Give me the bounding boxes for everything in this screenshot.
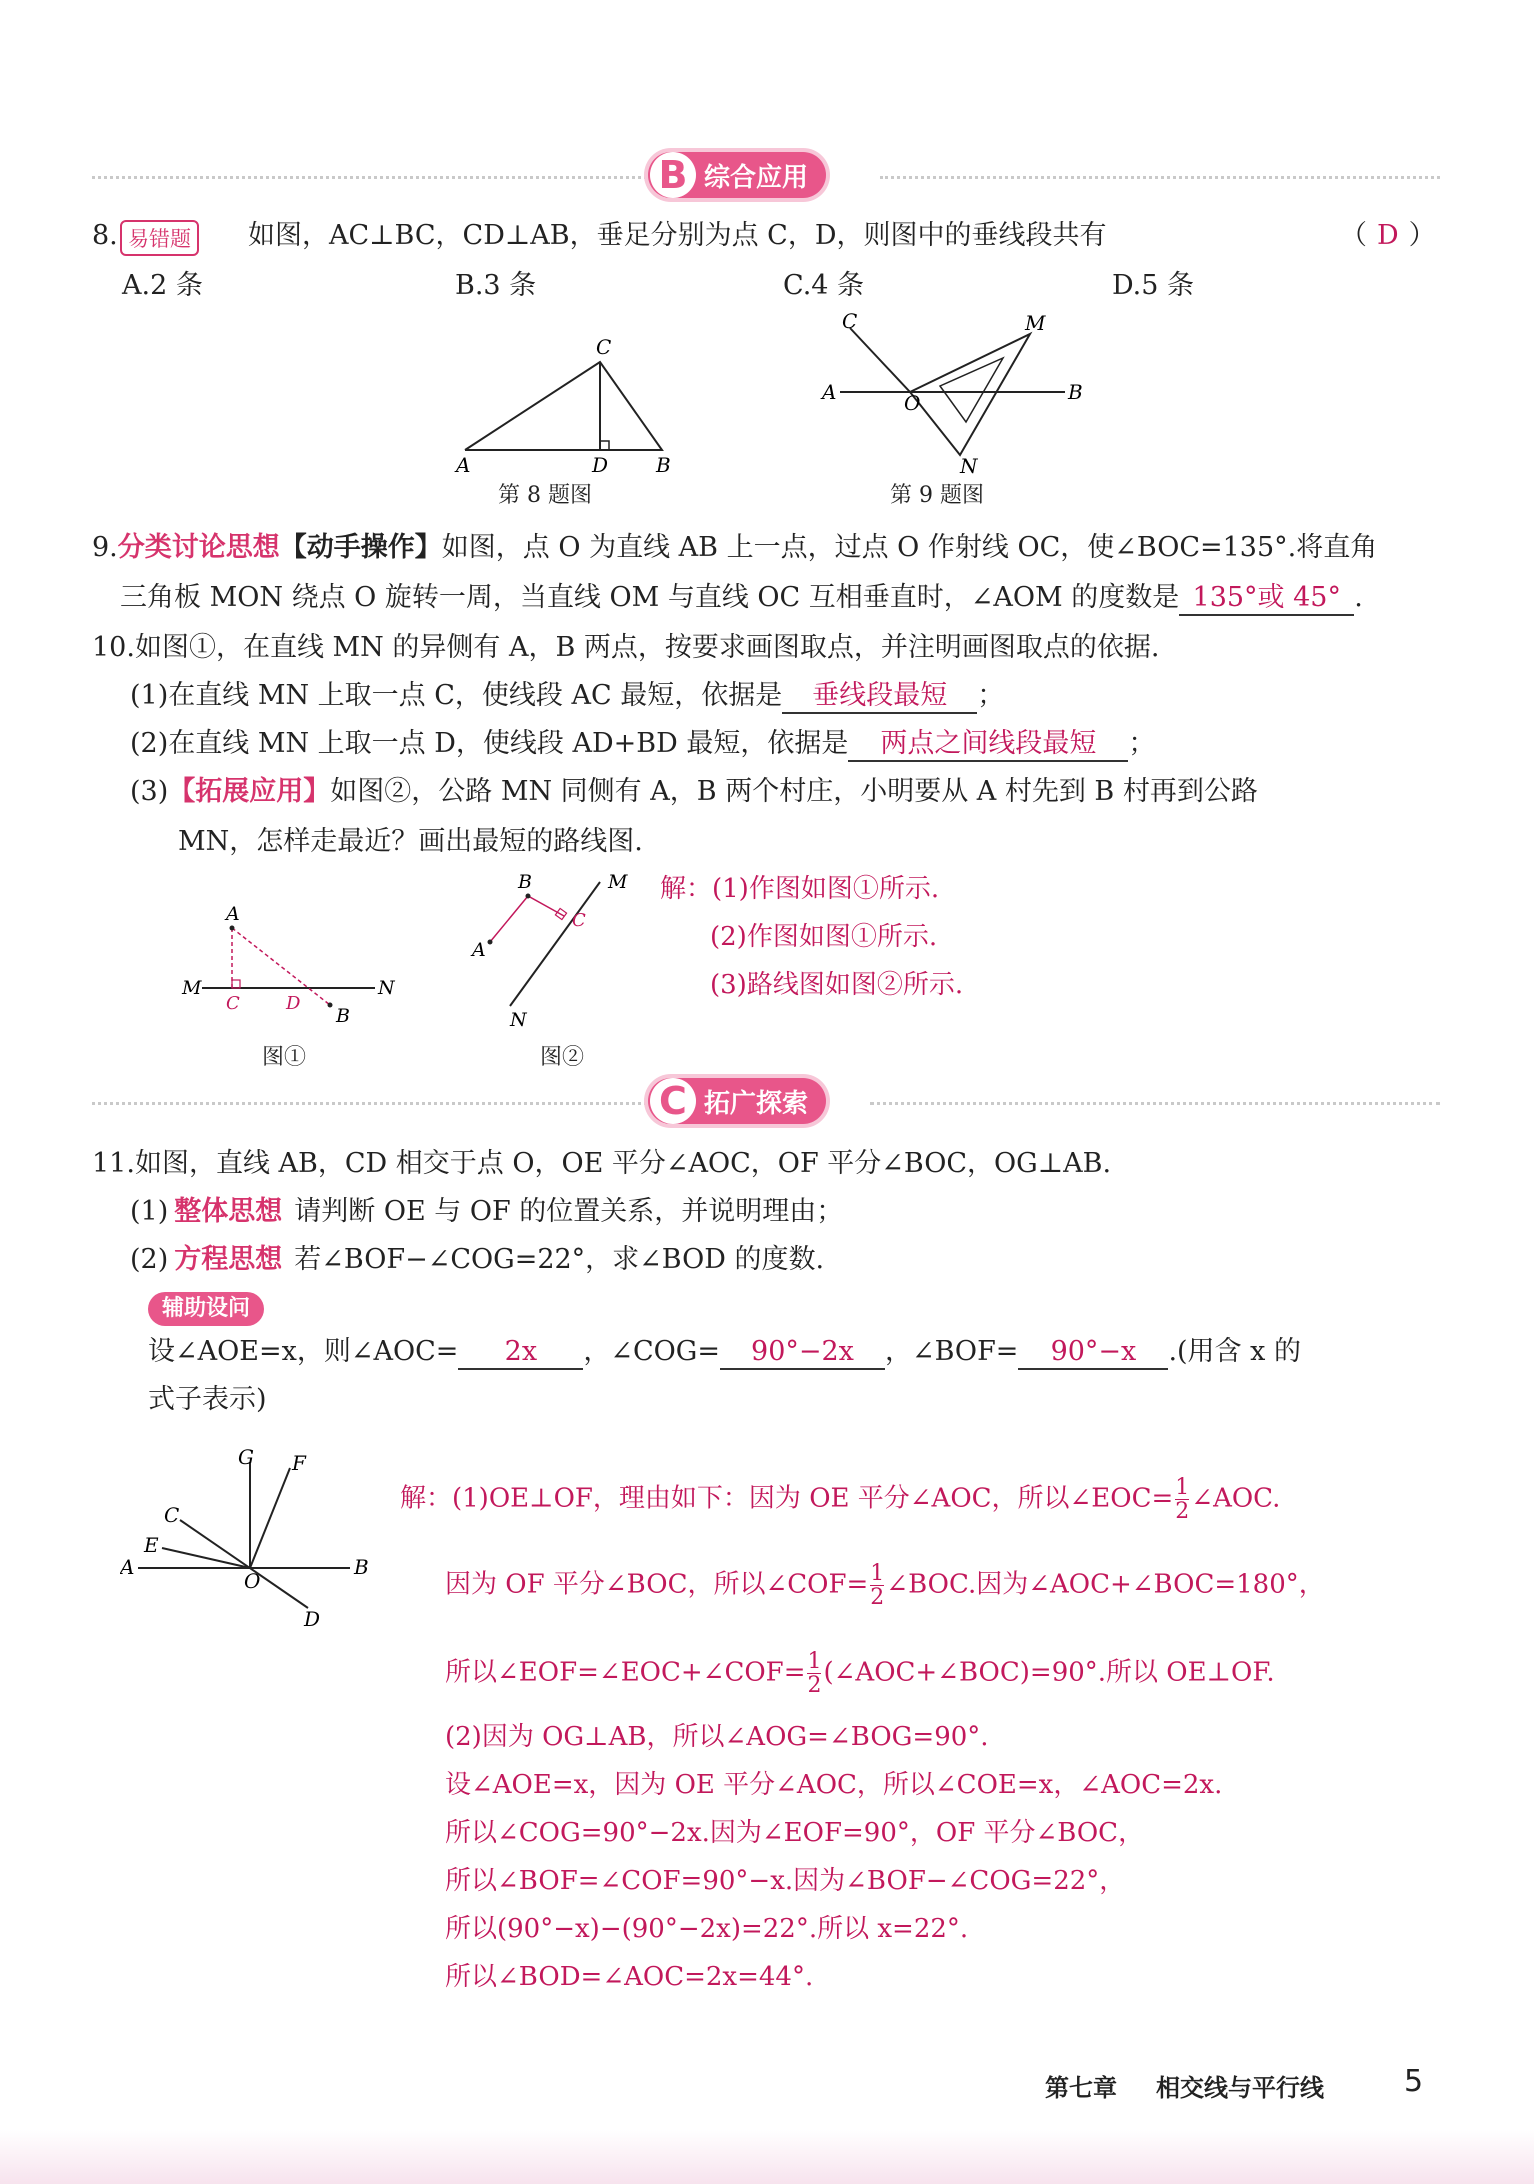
fig11-label-f: F — [292, 1451, 306, 1475]
q11-helper-c: ，∠BOF= — [884, 1336, 1019, 1367]
fig11-label-a: A — [120, 1555, 135, 1579]
q11-helper-a: 设∠AOE=x，则∠AOC= — [148, 1336, 459, 1367]
fig9-triangle-inner — [940, 358, 1003, 422]
q11-part1-prefix: (1) — [130, 1196, 169, 1227]
section-b-banner — [648, 152, 826, 198]
q10-part2-text: (2)在直线 MN 上取一点 D，使线段 AD+BD 最短，依据是 — [130, 728, 849, 759]
q10-part1 — [130, 680, 1004, 714]
fig10-2-label-b: B — [518, 871, 532, 893]
q10-part3 — [130, 776, 1258, 808]
fig9-triangle-outer — [910, 334, 1030, 455]
q9-answer-blank: 135°或 45° — [1179, 582, 1354, 616]
divider-right-b — [880, 176, 1440, 179]
q8-answer-open: （ — [1340, 220, 1367, 251]
divider-left-c — [92, 1102, 647, 1105]
fig9-label-c: C — [842, 310, 858, 333]
helper-badge: 辅助设问 — [148, 1292, 264, 1326]
fig8-label-a: A — [456, 453, 471, 477]
q8-stem: 如图，AC⊥BC，CD⊥AB，垂足分别为点 C，D，则图中的垂线段共有 — [248, 220, 1107, 251]
divider-left-b — [92, 176, 647, 179]
fig9-ray-oc — [850, 328, 910, 392]
fig11-label-e: E — [144, 1533, 159, 1557]
fig8-triangle — [465, 362, 662, 450]
fig11-label-g: G — [238, 1448, 254, 1469]
fig10-1-label-d: D — [286, 993, 301, 1014]
fig9-label-b: B — [1068, 380, 1083, 404]
q11-frac-1-den: 2 — [1175, 1499, 1190, 1525]
q11-helper-answer-2: 90°−2x — [720, 1336, 885, 1370]
q11-helper-answer-1: 2x — [458, 1336, 583, 1370]
fig10-2-caption: 图② — [540, 1045, 585, 1070]
fig11-label-c: C — [164, 1503, 180, 1527]
q8-tag: 易错题 — [120, 220, 199, 256]
fig8-label-d: D — [592, 453, 609, 477]
q10-part1-text: (1)在直线 MN 上取一点 C，使线段 AC 最短，依据是 — [130, 680, 783, 711]
q11-frac-2-den: 2 — [870, 1585, 885, 1611]
q8-option-a: A.2 条 — [122, 270, 203, 301]
fig10-2-label-a: A — [472, 939, 486, 961]
fig11-label-d: D — [304, 1607, 321, 1628]
fig10-1-caption: 图① — [262, 1045, 307, 1070]
fig8-label-b: B — [656, 453, 671, 477]
q10-stem: 10.如图①，在直线 MN 的异侧有 A，B 两点，按要求画图取点，并注明画图取点的依据. — [92, 632, 1160, 663]
fig10-2-point-a — [488, 940, 493, 945]
fig11-label-o: O — [244, 1569, 261, 1593]
fig8-caption: 第 8 题图 — [498, 483, 592, 508]
footer-chapter: 第七章 — [1045, 2074, 1117, 2102]
q9-tag: 分类讨论思想 — [117, 532, 280, 563]
footer-title: 相交线与平行线 — [1156, 2074, 1324, 2102]
q11-solution-line3 — [445, 1650, 1275, 1697]
q10-solution-2: (2)作图如图①所示. — [710, 922, 938, 952]
q11-frac-2 — [870, 1562, 884, 1609]
q11-solution-line1 — [400, 1476, 1280, 1523]
q10-part3-line1: 如图②，公路 MN 同侧有 A，B 两个村庄，小明要从 A 村先到 B 村再到公路 — [330, 776, 1258, 807]
figure-11 — [120, 1448, 380, 1628]
q11-sol-3: ∠BOC.因为∠AOC+∠BOC=180°， — [886, 1569, 1325, 1600]
q11-part2-tag: 方程思想 — [174, 1244, 283, 1275]
divider-right-c — [870, 1102, 1440, 1105]
figure-8 — [450, 330, 690, 480]
q10-part3-prefix: (3) — [130, 776, 169, 807]
q8-option-d: D.5 条 — [1112, 270, 1195, 301]
q11-helper-answer-3: 90°−x — [1018, 1336, 1168, 1370]
section-c-banner — [648, 1078, 826, 1124]
q9-text-line1: 如图，点 O 为直线 AB 上一点，过点 O 作射线 OC，使∠BOC=135°.将直角 — [441, 532, 1378, 563]
q10-part1-end: ； — [977, 680, 1005, 711]
q8-answer-bracket — [1340, 220, 1436, 252]
q11-solution-line4: (2)因为 OG⊥AB，所以∠AOG=∠BOG=90°. — [445, 1722, 989, 1752]
fig10-1-right-angle — [232, 980, 240, 988]
fig10-2-label-m: M — [608, 871, 628, 893]
q11-part1-tag: 整体思想 — [174, 1196, 283, 1227]
q11-solution-line2 — [445, 1562, 1325, 1609]
q11-helper-b: ，∠COG= — [583, 1336, 720, 1367]
section-c-letter: C — [650, 1078, 696, 1124]
q11-part1-text: 请判断 OE 与 OF 的位置关系，并说明理由； — [294, 1196, 844, 1227]
fig10-2-label-n: N — [510, 1009, 527, 1030]
fig11-ray-of — [250, 1468, 290, 1568]
fig8-right-angle — [600, 441, 609, 450]
q11-part1 — [130, 1196, 843, 1228]
q11-frac-3-num: 1 — [807, 1649, 822, 1674]
q8-number: 8. — [92, 220, 118, 251]
q8-option-b: B.3 条 — [455, 270, 537, 301]
q9-number: 9. — [92, 532, 118, 563]
q11-sol-2: 因为 OF 平分∠BOC，所以∠COF= — [445, 1569, 869, 1600]
q10-part2-end: ； — [1128, 728, 1156, 759]
fig10-2-label-c: C — [572, 910, 586, 931]
q11-sol-1: ∠AOC. — [1191, 1483, 1281, 1514]
q11-helper-line2: 式子表示) — [148, 1384, 267, 1415]
q9-text-line2: 三角板 MON 绕点 O 旋转一周，当直线 OM 与直线 OC 互相垂直时，∠AOM 的度数是 — [120, 582, 1180, 613]
q10-part2 — [130, 728, 1155, 762]
fig10-2-point-b — [526, 894, 531, 899]
q10-part1-answer: 垂线段最短 — [782, 680, 977, 714]
fig11-label-b: B — [354, 1555, 369, 1579]
q11-part2-prefix: (2) — [130, 1244, 169, 1275]
q10-part2-answer: 两点之间线段最短 — [848, 728, 1128, 762]
fig10-1-point-a — [230, 926, 235, 931]
q11-part2 — [130, 1244, 824, 1276]
q11-sol-5: (∠AOC+∠BOC)=90°.所以 OE⊥OF. — [823, 1657, 1275, 1688]
section-b-title: 综合应用 — [704, 162, 809, 193]
fig9-caption: 第 9 题图 — [890, 483, 984, 508]
q9-bracket-tag: 【动手操作】 — [279, 532, 442, 563]
q8-answer-close: ） — [1408, 220, 1436, 251]
q11-sol-0: 解：(1)OE⊥OF，理由如下：因为 OE 平分∠AOC，所以∠EOC= — [400, 1483, 1174, 1514]
figure-10-2 — [460, 868, 650, 1030]
q11-helper-d: .(用含 x 的 — [1168, 1336, 1301, 1367]
q11-solution-line7: 所以∠BOF=∠COF=90°−x.因为∠BOF−∠COG=22°， — [445, 1866, 1126, 1896]
q11-solution-line9: 所以∠BOD=∠AOC=2x=44°. — [445, 1962, 814, 1992]
fig10-2-route — [490, 896, 564, 942]
q11-solution-line8: 所以(90°−x)−(90°−2x)=22°.所以 x=22°. — [445, 1914, 969, 1944]
q11-solution-line6: 所以∠COG=90°−2x.因为∠EOF=90°，OF 平分∠BOC， — [445, 1818, 1145, 1848]
fig10-1-label-n: N — [378, 977, 395, 999]
q10-part3-tag: 【拓展应用】 — [168, 776, 331, 807]
q11-frac-3 — [807, 1650, 821, 1697]
fig11-line-cd — [180, 1520, 308, 1608]
fig9-label-n: N — [960, 454, 978, 478]
fig8-label-c: C — [596, 335, 612, 359]
q9-line2 — [120, 582, 1363, 616]
figure-9 — [820, 310, 1090, 480]
q8-answer: D — [1377, 220, 1399, 251]
fig10-1-point-b — [328, 1003, 333, 1008]
fig10-1-label-b: B — [336, 1005, 350, 1027]
section-b-letter: B — [650, 152, 696, 198]
q11-frac-3-den: 2 — [807, 1673, 822, 1699]
section-c-title: 拓广探索 — [704, 1088, 809, 1119]
page-number: 5 — [1404, 2064, 1424, 2099]
q11-helper-line1 — [148, 1336, 1301, 1370]
q11-frac-1 — [1175, 1476, 1189, 1523]
q11-frac-2-num: 1 — [870, 1561, 885, 1586]
q10-solution-3: (3)路线图如图②所示. — [710, 970, 964, 1000]
fig9-label-m: M — [1025, 311, 1046, 335]
q10-solution-1: 解：(1)作图如图①所示. — [660, 874, 940, 904]
q9-line1 — [92, 532, 1377, 564]
q11-part2-text: 若∠BOF−∠COG=22°，求∠BOD 的度数. — [294, 1244, 825, 1275]
q10-part3-line2: MN，怎样走最近？画出最短的路线图. — [178, 826, 643, 857]
q11-sol-4: 所以∠EOF=∠EOC+∠COF= — [445, 1657, 806, 1688]
fig9-label-a: A — [822, 380, 837, 404]
q11-frac-1-num: 1 — [1175, 1475, 1190, 1500]
fig10-1-label-m: M — [182, 977, 202, 999]
bottom-band — [0, 2130, 1534, 2184]
fig10-1-label-c: C — [226, 993, 240, 1014]
q8-option-c: C.4 条 — [783, 270, 865, 301]
fig9-label-o: O — [904, 391, 921, 415]
figure-10-1 — [180, 900, 400, 1030]
q11-stem: 11.如图，直线 AB，CD 相交于点 O，OE 平分∠AOC，OF 平分∠BOC，OG⊥AB. — [92, 1148, 1112, 1179]
fig10-1-label-a: A — [226, 903, 240, 925]
q11-solution-line5: 设∠AOE=x，因为 OE 平分∠AOC，所以∠COE=x，∠AOC=2x. — [445, 1770, 1223, 1800]
q9-end: . — [1354, 582, 1363, 613]
fig10-1-segment-ab — [232, 928, 330, 1005]
